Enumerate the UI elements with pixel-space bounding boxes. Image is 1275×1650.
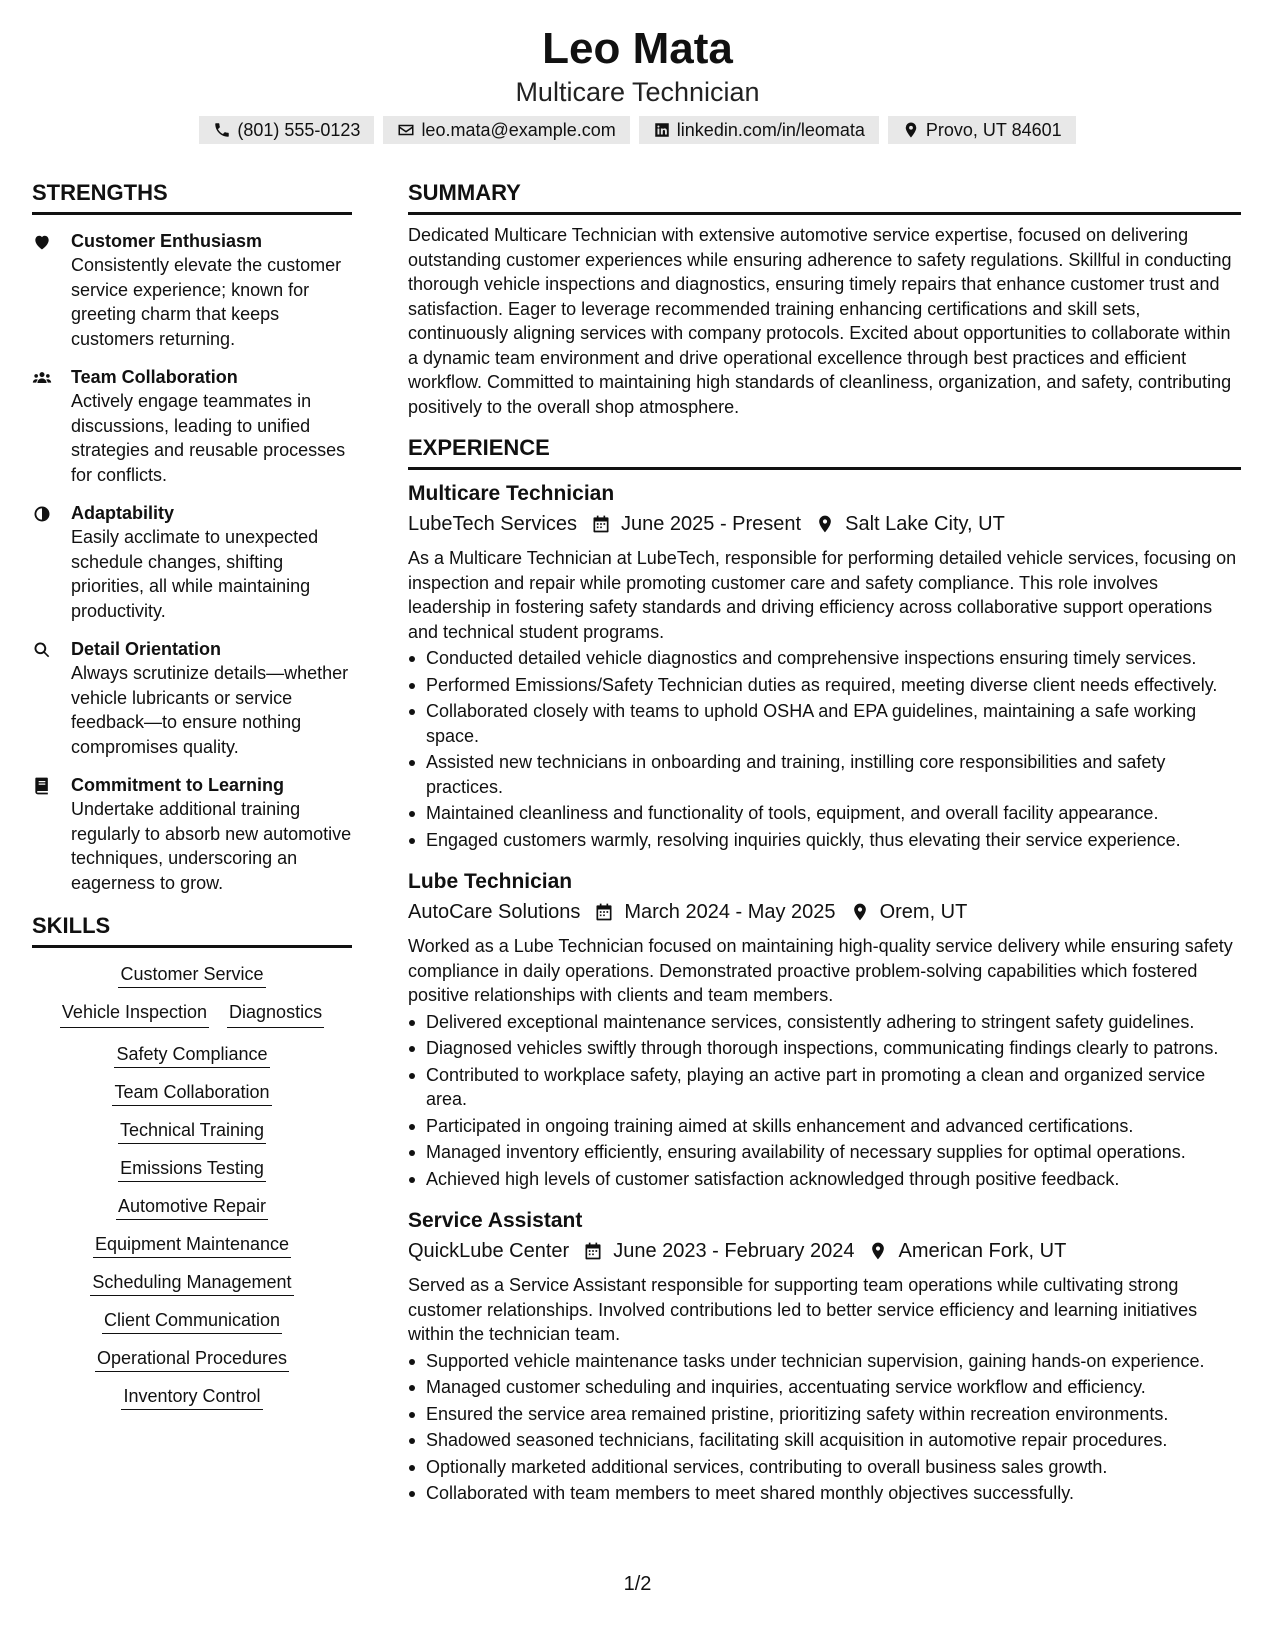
skill-row (32, 1308, 352, 1332)
job-dates: June 2023 - February 2024 (613, 1240, 855, 1262)
right-column (408, 180, 1241, 1508)
contact-bar (0, 116, 1275, 144)
calendar-icon (583, 1241, 603, 1261)
job-location: American Fork, UT (898, 1240, 1067, 1262)
job-title: Lube Technician (408, 870, 573, 893)
job-bullet: Collaborated closely with teams to uphold OSHA and EPA guidelines, maintaining a safe working space. (408, 699, 1241, 748)
skill-tag: Safety Compliance (114, 1044, 269, 1068)
users-icon (32, 368, 52, 388)
job-dates: June 2025 - Present (620, 513, 802, 535)
skill-row (32, 1384, 352, 1408)
strength-item (32, 773, 352, 895)
candidate-name: Leo Mata (542, 24, 733, 73)
job-bullet: Maintained cleanliness and functionality of tools, equipment, and overall facility appearance. (408, 801, 1241, 826)
location-pin-icon (868, 1241, 888, 1261)
skill-tag: Diagnostics (227, 1000, 324, 1028)
strength-item (32, 365, 352, 487)
skill-row (32, 1194, 352, 1218)
linkedin-icon (653, 121, 671, 139)
strength-desc: Actively engage teammates in discussions, leading to unified strategies and reusable processes for conflicts. (71, 391, 346, 485)
job-company: QuickLube Center (408, 1240, 570, 1262)
job-dates: March 2024 - May 2025 (624, 901, 836, 923)
half-circle-icon (32, 504, 52, 524)
contact-email-text: leo.mata@example.com (421, 119, 616, 140)
strength-desc: Easily acclimate to unexpected schedule changes, shifting priorities, all while maintaining productivity. (71, 527, 319, 621)
contact-location (888, 116, 1076, 144)
strength-desc: Always scrutinize details—whether vehicle lubricants or service feedback—to ensure nothing compromises quality. (71, 663, 349, 757)
job-meta (408, 1237, 1241, 1265)
job-location: Orem, UT (879, 901, 968, 923)
job-entry (408, 868, 1241, 1191)
job-bullet: Ensured the service area remained pristine, prioritizing safety within recreation environments. (408, 1402, 1241, 1427)
strength-title: Team Collaboration (71, 367, 238, 387)
job-entry (408, 480, 1241, 852)
skills-list (32, 962, 352, 1408)
job-bullets (408, 646, 1241, 852)
strengths-list (32, 229, 352, 895)
magnifier-icon (32, 640, 52, 660)
job-entry (408, 1207, 1241, 1506)
skill-row (32, 1118, 352, 1142)
job-company: LubeTech Services (408, 513, 577, 535)
job-bullet: Managed customer scheduling and inquiries, accentuating service workflow and efficiency. (408, 1375, 1241, 1400)
skill-tag: Automotive Repair (116, 1196, 268, 1220)
job-meta (408, 898, 1241, 926)
skill-tag: Technical Training (118, 1120, 266, 1144)
skill-row (32, 1232, 352, 1256)
strength-title: Detail Orientation (71, 639, 222, 659)
skills-heading: SKILLS (32, 913, 352, 948)
envelope-icon (397, 121, 415, 139)
experience-heading: EXPERIENCE (408, 435, 1241, 470)
job-bullet: Conducted detailed vehicle diagnostics and comprehensive inspections ensuring timely services. (408, 646, 1241, 671)
skill-row (32, 1346, 352, 1370)
location-pin-icon (850, 902, 870, 922)
skill-tag: Inventory Control (121, 1386, 262, 1410)
job-bullet: Contributed to workplace safety, playing an active part in promoting a clean and organized service area. (408, 1063, 1241, 1112)
job-bullet: Collaborated with team members to meet shared monthly objectives successfully. (408, 1481, 1241, 1506)
job-bullet: Managed inventory efficiently, ensuring availability of necessary supplies for optimal operations. (408, 1140, 1241, 1165)
skill-tag: Scheduling Management (90, 1272, 293, 1296)
skill-row (32, 1042, 352, 1066)
skill-tag: Equipment Maintenance (93, 1234, 291, 1258)
job-meta (408, 510, 1241, 538)
resume-header (0, 22, 1275, 144)
summary-heading: SUMMARY (408, 180, 1241, 215)
skill-tag: Team Collaboration (112, 1082, 271, 1106)
job-bullet: Participated in ongoing training aimed at skills enhancement and advanced certifications. (408, 1114, 1241, 1139)
heart-icon (32, 232, 52, 252)
skill-tag: Operational Procedures (95, 1348, 289, 1372)
strengths-heading: STRENGTHS (32, 180, 352, 215)
contact-phone-text: (801) 555-0123 (237, 119, 361, 140)
strength-title: Commitment to Learning (71, 775, 285, 795)
left-column (32, 180, 352, 1408)
job-bullet: Shadowed seasoned technicians, facilitating skill acquisition in automotive repair procedures. (408, 1428, 1241, 1453)
contact-linkedin-text: linkedin.com/in/leomata (676, 119, 865, 140)
job-description: Served as a Service Assistant responsible for supporting team operations while cultivating strong customer relationships. Involved contributions led to better service efficiency and learning initiatives within the technician team. (408, 1275, 1198, 1344)
job-company: AutoCare Solutions (408, 901, 581, 923)
strength-title: Adaptability (71, 503, 175, 523)
phone-icon (213, 121, 231, 139)
job-bullet: Achieved high levels of customer satisfaction acknowledged through positive feedback. (408, 1167, 1241, 1192)
skill-tag: Client Communication (102, 1310, 282, 1334)
job-bullet: Performed Emissions/Safety Technician duties as required, meeting diverse client needs effectively. (408, 673, 1241, 698)
strength-title: Customer Enthusiasm (71, 231, 263, 251)
skill-tag: Vehicle Inspection (60, 1000, 209, 1028)
strength-desc: Consistently elevate the customer service experience; known for greeting charm that keeps customers returning. (71, 255, 342, 349)
contact-linkedin[interactable] (639, 116, 879, 144)
job-location: Salt Lake City, UT (845, 513, 1005, 535)
contact-phone (199, 116, 374, 144)
calendar-icon (594, 902, 614, 922)
skill-tag: Emissions Testing (118, 1158, 266, 1182)
book-icon (32, 776, 52, 796)
location-pin-icon (902, 121, 920, 139)
job-bullet: Delivered exceptional maintenance services, consistently adhering to stringent safety guidelines. (408, 1010, 1241, 1035)
job-bullets (408, 1010, 1241, 1192)
job-bullet: Diagnosed vehicles swiftly through thorough inspections, communicating findings clearly to patrons. (408, 1036, 1241, 1061)
job-description: As a Multicare Technician at LubeTech, responsible for performing detailed vehicle services, focusing on inspection and repair while promoting customer care and safety compliance. This role involves leadership in fostering safety standards and driving efficiency across collaborative support operations and technical student programs. (408, 548, 1237, 642)
job-title: Service Assistant (408, 1209, 583, 1232)
job-bullet: Supported vehicle maintenance tasks under technician supervision, gaining hands-on experience. (408, 1349, 1241, 1374)
location-pin-icon (815, 514, 835, 534)
summary-text: Dedicated Multicare Technician with extensive automotive service expertise, focused on delivering outstanding customer experiences while ensuring adherence to safety regulations. Skillful in conducting thorough vehicle inspections and diagnostics, ensuring timely repairs that enhance customer trust and satisfaction. Eager to leverage recommended training enhancing certifications and skill sets, continuously aligning services with company protocols. Excited about opportunities to collaborate within a dynamic team environment and drive operational excellence through best practices and efficient workflow. Committed to maintaining high standards of cleanliness, organization, and safety, contributing positively to the overall shop atmosphere. (408, 225, 1232, 417)
strength-item (32, 637, 352, 759)
job-bullet: Optionally marketed additional services, contributing to overall business sales growth. (408, 1455, 1241, 1480)
candidate-title: Multicare Technician (515, 77, 760, 107)
experience-section (408, 435, 1241, 1506)
contact-location-text: Provo, UT 84601 (925, 119, 1062, 140)
job-bullet: Engaged customers warmly, resolving inquiries quickly, thus elevating their service experience. (408, 828, 1241, 853)
strength-item (32, 229, 352, 351)
skill-row (32, 1080, 352, 1104)
job-bullet: Assisted new technicians in onboarding and training, instilling core responsibilities and safety practices. (408, 750, 1241, 799)
skill-row (32, 1156, 352, 1180)
strength-item (32, 501, 352, 623)
skill-row (32, 962, 352, 986)
calendar-icon (591, 514, 611, 534)
contact-email[interactable] (383, 116, 629, 144)
skills-section (32, 913, 352, 1408)
strength-desc: Undertake additional training regularly to absorb new automotive techniques, underscoring an eagerness to grow. (71, 799, 352, 893)
job-title: Multicare Technician (408, 482, 615, 505)
skill-row (32, 1270, 352, 1294)
job-description: Worked as a Lube Technician focused on maintaining high-quality service delivery while ensuring safety compliance in daily operations. Demonstrated proactive problem-solving capabilities which fostered positive relationships with clients and team members. (408, 936, 1233, 1005)
job-bullets (408, 1349, 1241, 1506)
page-number: 1/2 (623, 1573, 652, 1595)
skill-tag: Customer Service (118, 964, 265, 988)
